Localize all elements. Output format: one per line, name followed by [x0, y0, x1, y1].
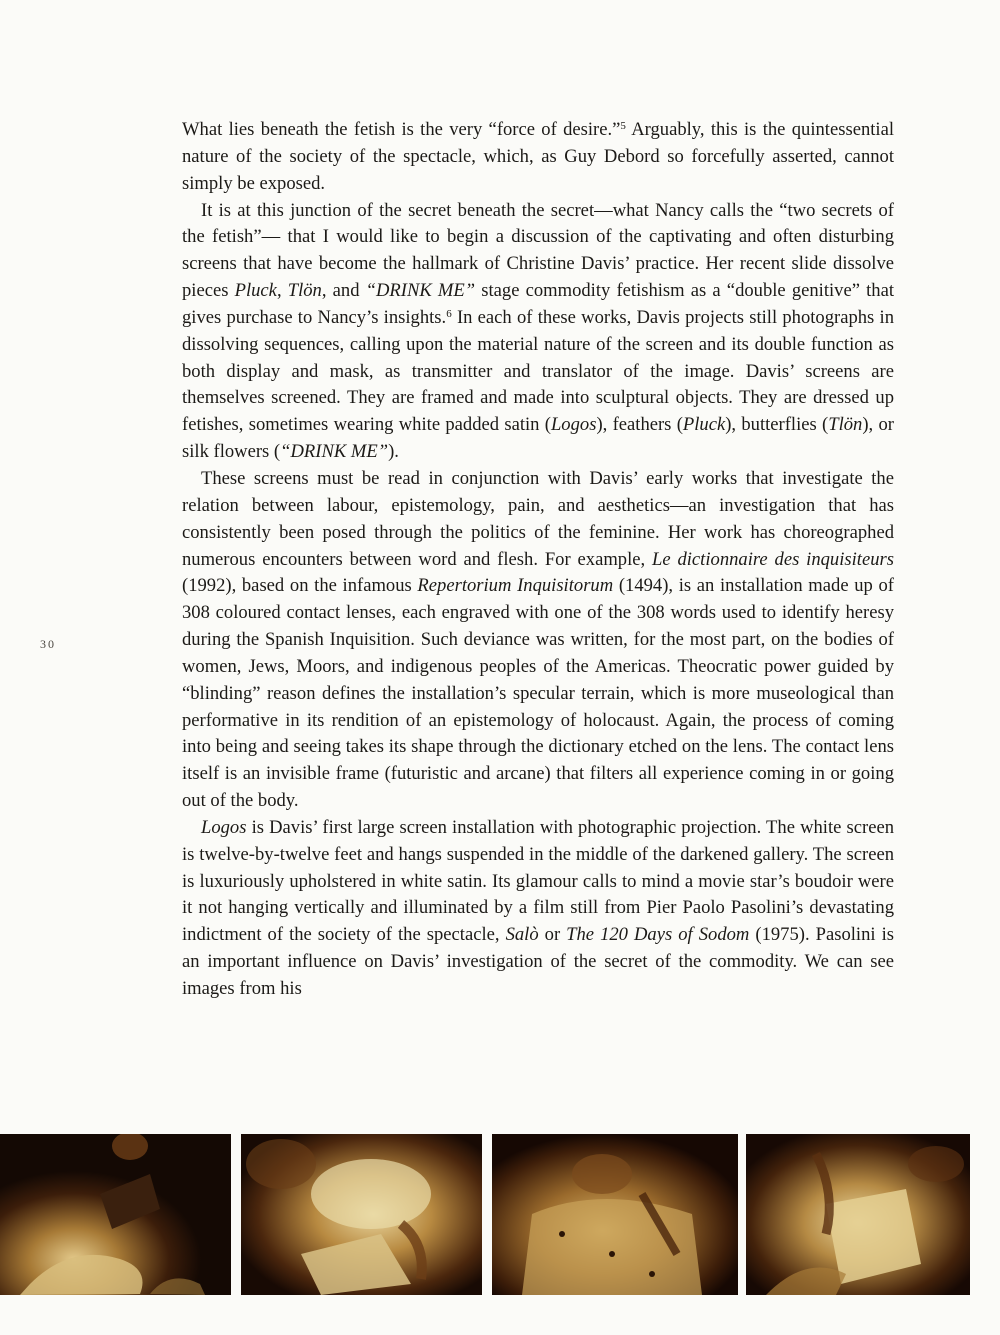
italic-title: Tlön: [287, 280, 322, 302]
page-number: 30: [40, 637, 56, 651]
photo-3: [492, 1134, 738, 1295]
text-run: or: [538, 924, 567, 946]
photo-4: [746, 1134, 970, 1295]
italic-title: Logos: [550, 414, 597, 436]
footnote-ref: 5: [620, 120, 626, 132]
text-run: ,: [276, 280, 288, 302]
photo-strip: [0, 1134, 970, 1295]
photo-2-image: [241, 1134, 482, 1295]
text-run: ).: [388, 441, 399, 463]
italic-title: Tlön: [828, 414, 863, 436]
text-run: ), feathers (: [596, 414, 683, 436]
paragraph-3: [182, 466, 894, 815]
paragraph-4: [182, 815, 894, 1003]
photo-3-image: [492, 1134, 738, 1295]
italic-title: The 120 Days of Sodom: [566, 924, 750, 946]
photo-1: [0, 1134, 231, 1295]
italic-title: Pluck: [682, 414, 726, 436]
text-run: ), butterflies (: [725, 414, 829, 436]
italic-title: “DRINK ME”: [365, 280, 476, 302]
italic-title: Logos: [201, 816, 247, 838]
photo-1-image: [0, 1134, 231, 1295]
italic-title: Le dictionnaire des inquisiteurs: [652, 548, 894, 570]
text-run: (1494), is an installation made up of 308 coloured contact lenses, each engraved with one of the 308 words used to identify heresy during the Spanish Inquisition. Such deviance was written, for the most part, on the bodies of women, Jews, Moors, and indigenous peoples of the Americas. Theocratic power guided by “blinding” reason defines the installation’s specular terrain, which is more museological than performative in its rendition of an epistemology of holocaust. Again, the process of coming into being and seeing takes its shape through the dictionary etched on the lens. The contact lens itself is an invisible frame (futuristic and arcane) that filters all experience coming in or going out of the body.: [182, 575, 894, 812]
text-run: ), or silk flowers (: [182, 414, 894, 463]
text-run: (1992), based on the infamous: [182, 575, 418, 597]
photo-4-image: [746, 1134, 970, 1295]
italic-title: “DRINK ME”: [280, 441, 389, 463]
paragraph-1: [182, 117, 894, 198]
text-run: In each of these works, Davis projects still photographs in dissolving sequences, calling upon the material nature of the screen and its double function as both display and mask, as transmitter and translator of the image. Davis’ screens are themselves screened. They are framed and made into sculptural objects. They are dressed up fetishes, sometimes wearing white padded satin (: [182, 306, 894, 436]
photo-2: [241, 1134, 482, 1295]
text-run: What lies beneath the fetish is the very “force of desire.”: [182, 119, 621, 140]
italic-title: Pluck: [234, 280, 277, 302]
text-run: These screens must be read in conjunction with Davis’ early works that investigate the relation between labour, epistemology, pain, and aesthetics—an investigation that has consistently been posed through the politics of the feminine. Her work has choreographed numerous encounters between word and flesh. For example,: [182, 467, 894, 570]
text-run: (1975). Pasolini is an important influence on Davis’ investigation of the secret of the commodity. We can see images from his: [182, 924, 894, 999]
text-run: is Davis’ first large screen installation with photographic projection. The white screen is twelve-by-twelve feet and hangs suspended in the middle of the darkened gallery. The screen is luxuriously upholstered in white satin. Its glamour calls to mind a movie star’s boudoir were it not hanging vertically and illuminated by a film still from Pier Paolo Pasolini’s devastating indictment of the society of the spectacle,: [182, 816, 894, 946]
body-text: [182, 117, 894, 1003]
text-run: Arguably, this is the quintessential nature of the society of the spectacle, which, as Guy Debord so forcefully asserted, cannot simply be exposed.: [182, 119, 894, 194]
text-run: It is at this junction of the secret beneath the secret—what Nancy calls the “two secrets of the fetish”— that I would like to begin a discussion of the captivating and often disturbing screens that have become the hallmark of Christine Davis’ practice. Her recent slide dissolve pieces: [182, 199, 894, 302]
text-run: stage commodity fetishism as a “double genitive” that gives purchase to Nancy’s insights.: [182, 280, 894, 328]
footnote-ref: 6: [446, 307, 452, 320]
italic-title: Salò: [505, 924, 539, 946]
text-run: , and: [321, 280, 366, 302]
italic-title: Repertorium Inquisitorum: [417, 575, 614, 597]
paragraph-2: [182, 198, 894, 466]
